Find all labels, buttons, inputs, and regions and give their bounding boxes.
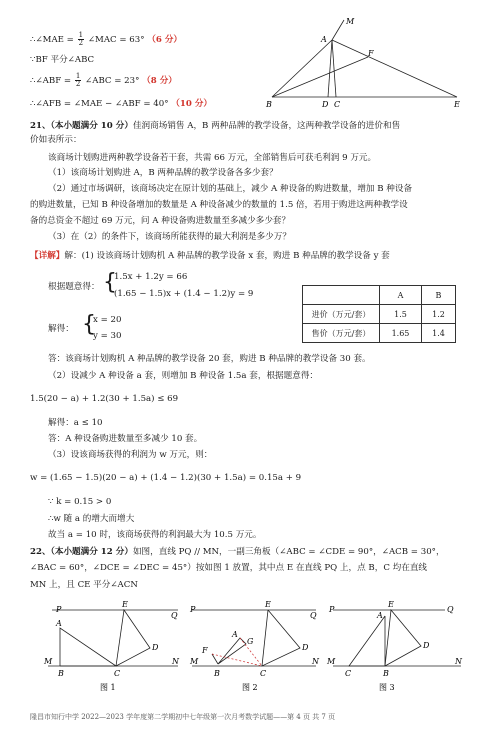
answer-1: 答：该商场计划购机 A 种品牌的教学设备 20 套，购进 B 种品牌的教学设备 30 套。: [48, 354, 371, 364]
table-cell: [303, 286, 380, 305]
proof-line-1-value: ∠MAC = 63°: [87, 35, 145, 45]
fraction-denominator: 2: [75, 80, 81, 88]
label-B: B: [383, 669, 389, 678]
part-3-intro: （3）设该商场获得的利润为 w 万元，则：: [48, 450, 213, 460]
proof-line-1: [30, 32, 182, 47]
equation-brace: {: [103, 270, 117, 295]
figure-3-caption: 图 3: [379, 683, 395, 692]
label-M: M: [190, 657, 199, 666]
q21-line-3: 该商场计划购进两种教学设备若干套，共需 66 万元，全部销售后可获毛利润 9 万元。: [48, 153, 377, 163]
equation-label: 根据题意得：: [48, 282, 100, 292]
page-footer: 隆昌市知行中学 2022—2023 学年度第二学期初中七年级第一次月考数学试题——第 4 页 共 7 页: [30, 713, 336, 721]
label-G: G: [247, 637, 254, 646]
label-B: B: [58, 669, 64, 678]
q22-text: 如图，直线 PQ // MN，一副三角板（∠ABC = ∠CDE = 90°，∠ACB = 30°，: [132, 547, 445, 557]
q22-line-3: MN 上，且 CE 平分∠ACN: [30, 580, 138, 590]
label-E: E: [454, 100, 460, 109]
q21-text: 佳润商场销售 A，B 两种品牌的教学设备，这两种教学设备的进价和售: [132, 121, 401, 131]
q21-question-2b: 的购进数量，已知 B 种设备增加的数量是 A 种设备减少的数量的 1.5 倍，若用于购进这两种教学设: [30, 200, 408, 210]
q21-question-3: （3）在（2）的条件下，该商场所能获得的最大利润是多少万？: [48, 232, 291, 242]
label-N: N: [455, 657, 462, 666]
fraction-half: [78, 32, 84, 47]
label-F: F: [202, 646, 208, 655]
fraction-numerator: 1: [78, 31, 84, 39]
proof-line-4-text: ∴∠AFB = ∠MAE − ∠ABF = 40°: [30, 99, 169, 109]
detail-tag: 【详解】: [30, 251, 65, 261]
label-C: C: [260, 669, 267, 678]
figure-3: [325, 598, 465, 696]
label-D: D: [302, 643, 309, 652]
detail-text: 解：(1) 设该商场计划购机 A 种品牌的教学设备 x 套，购进 B 种品牌的教学设备 y 套: [64, 251, 390, 261]
proof-line-3-text: ∴∠ABF =: [30, 76, 72, 86]
proof-line-4: [30, 99, 212, 110]
label-M: M: [346, 17, 355, 26]
label-A: A: [56, 619, 62, 628]
label-D: D: [322, 100, 329, 109]
q21-heading: 21、（本小题满分 10 分）: [30, 121, 133, 131]
label-M: M: [44, 657, 53, 666]
q21-line-2: 价如表所示：: [30, 135, 82, 145]
table-cell: 售价（万元/套）: [303, 324, 380, 343]
table-row: [303, 324, 456, 343]
proof-line-2: ∵BF 平分∠ABC: [30, 55, 95, 65]
label-C: C: [114, 669, 121, 678]
table-row: [303, 305, 456, 324]
table-cell: 1.5: [380, 305, 422, 324]
label-D: D: [152, 643, 159, 652]
part-2-intro: （2）设减少 A 种设备 a 套，则增加 B 种设备 1.5a 套，根据题意得：: [48, 371, 319, 381]
fraction-denominator: 2: [78, 39, 84, 47]
proof-line-1-text: ∴∠MAE =: [30, 35, 74, 45]
label-A: A: [232, 630, 238, 639]
table-cell: 1.2: [421, 305, 455, 324]
table-cell: 1.4: [421, 324, 455, 343]
solution-y: y = 30: [93, 331, 122, 341]
q21-detail-line: [30, 251, 390, 262]
label-C: C: [334, 100, 341, 109]
label-E: E: [388, 600, 394, 609]
figure-1-caption: 图 1: [100, 683, 116, 692]
label-Q: Q: [447, 605, 454, 614]
q21-question-2a: （2）通过市场调研，该商场决定在原计划的基础上，减少 A 种设备的购进数量，增加 B 种设备: [48, 184, 413, 194]
fraction-numerator: 1: [75, 72, 81, 80]
table-cell: 进价（万元/套）: [303, 305, 380, 324]
answer-2: 答：A 种设备购进数量至多减少 10 套。: [48, 434, 203, 444]
label-B: B: [214, 669, 220, 678]
figure-2-caption: 图 2: [242, 683, 258, 692]
label-B: B: [266, 100, 272, 109]
q21-question-1: （1）该商场计划购进 A，B 两种品牌的教学设备各多少套？: [48, 168, 278, 178]
k-positive-line: ∵ k = 0.15 > 0: [48, 497, 112, 507]
q22-line-2: ∠BAC = 60°，∠DCE = ∠DEC = 45°）按如图 1 放置，其中点 E 在直线 PQ 上，点 B，C 均在直线: [30, 563, 428, 573]
table-cell: B: [421, 286, 455, 305]
solution-brace: {: [82, 312, 96, 337]
figure-2: [188, 598, 322, 696]
equation-2: (1.65 − 1.5)x + (1.4 − 1.2)y = 9: [114, 289, 254, 299]
fraction-half: [75, 73, 81, 88]
triangle-figure-top: [262, 12, 472, 112]
label-Q: Q: [171, 611, 178, 620]
inequality: 1.5(20 − a) + 1.2(30 + 1.5a) ≤ 69: [30, 394, 179, 404]
label-N: N: [312, 657, 319, 666]
label-E: E: [122, 600, 128, 609]
inequality-solution: 解得：a ≤ 10: [48, 418, 103, 428]
figure-1: [40, 598, 182, 696]
score-mark: （10 分）: [171, 99, 213, 109]
table-cell: A: [380, 286, 422, 305]
label-C: C: [345, 669, 352, 678]
profit-equation: w = (1.65 − 1.5)(20 − a) + (1.4 − 1.2)(30 + 1.5a) = 0.15a + 9: [30, 473, 302, 483]
label-N: N: [172, 657, 179, 666]
label-D: D: [423, 641, 430, 650]
label-F: F: [368, 49, 374, 58]
solution-x: x = 20: [93, 315, 122, 325]
solution-label: 解得：: [48, 324, 74, 334]
table-header-row: [303, 286, 456, 305]
q22-heading: 22、（本小题满分 12 分）: [30, 547, 133, 557]
score-mark: （6 分）: [147, 35, 183, 45]
label-E: E: [265, 600, 271, 609]
label-A: A: [377, 611, 383, 620]
price-table: [302, 285, 456, 343]
q21-question-2c: 备的总资金不超过 69 万元，问 A 种设备购进数量至多减少多少套？: [30, 216, 291, 226]
proof-line-3-value: ∠ABC = 23°: [85, 76, 140, 86]
increasing-line: ∴w 随 a 的增大而增大: [48, 514, 135, 524]
proof-line-3: [30, 73, 177, 88]
q22-line-1: [30, 547, 445, 558]
table-cell: 1.65: [380, 324, 422, 343]
equation-1: 1.5x + 1.2y = 66: [114, 272, 188, 282]
score-mark: （8 分）: [142, 76, 177, 86]
label-A: A: [321, 35, 327, 44]
label-Q: Q: [310, 611, 317, 620]
label-M: M: [327, 657, 336, 666]
label-P: P: [56, 605, 62, 614]
final-answer: 故当 a = 10 时，该商场获得的利润最大为 10.5 万元。: [48, 530, 262, 540]
label-P: P: [329, 605, 335, 614]
q21-line-1: [30, 121, 400, 132]
label-P: P: [190, 605, 196, 614]
